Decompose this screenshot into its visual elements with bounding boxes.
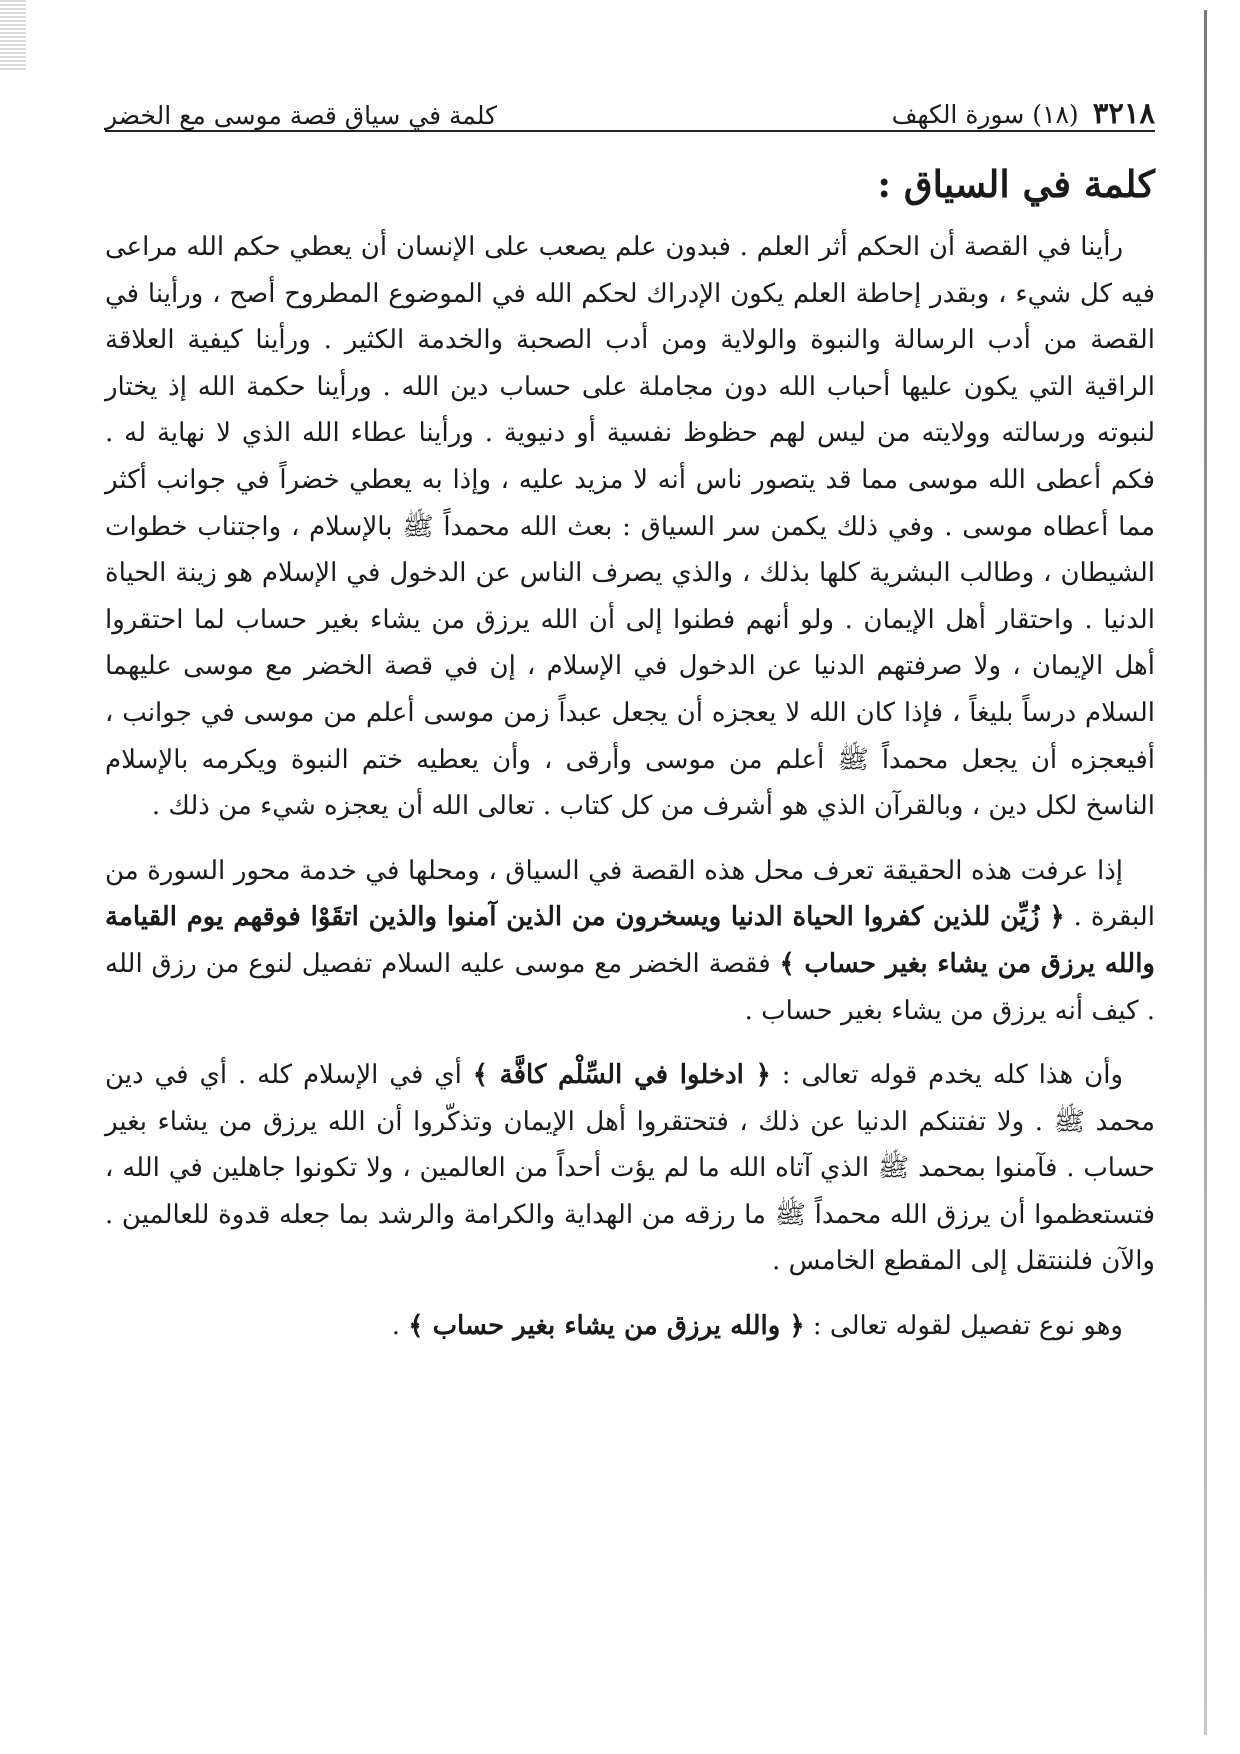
- surah-label: (١٨) سورة الكهف: [891, 100, 1079, 129]
- quran-verse: ﴿ زُيِّن للذين كفروا الحياة الدنيا ويسخرون من الذين آمنوا والذين اتقَوْا فوقهم يوم القيامة والله يرزق من يشاء بغير حساب ﴾: [105, 902, 1155, 979]
- paragraph: [105, 848, 1155, 1034]
- scan-artifact-edge-line: [1204, 10, 1207, 1735]
- paragraph: [105, 1303, 1155, 1350]
- scan-artifact-corner: [0, 0, 26, 70]
- quran-verse: ﴿ ادخلوا في السِّلْم كافَّة ﴾: [472, 1060, 771, 1091]
- paragraph-text: وهو نوع تفصيل لقوله تعالى :: [804, 1311, 1123, 1342]
- paragraph-text: .: [391, 1311, 401, 1342]
- section-title: كلمة في السياق :: [877, 162, 1155, 206]
- header-right: [892, 96, 1155, 130]
- paragraph: [105, 1052, 1155, 1285]
- quran-verse: ﴿ والله يرزق من يشاء بغير حساب ﴾: [408, 1311, 805, 1342]
- paragraph-text: فقصة الخضر مع موسى عليه السلام تفصيل لنوع من رزق الله . كيف أنه يرزق من يشاء بغير حساب .: [105, 948, 1155, 1026]
- paragraph-text: رأينا في القصة أن الحكم أثر العلم . فبدون علم يصعب على الإنسان أن يعطي حكم الله مراعى فيه كل شيء ، وبقدر إحاطة العلم يكون الإدراك لحكم الله في الموضوع المطروح أصح ، ورأينا في القصة من أدب الرسالة والنبوة والولاية ومن أدب الصحبة والخدمة الكثير . ورأينا كيفية العلاقة الراقية التي يكون عليها أحباب الله دون مجاملة على حساب دين الله . ورأينا حكمة الله إذ يختار لنبوته ورسالته وولايته من ليس لهم حظوظ نفسية أو دنيوية . ورأينا عطاء الله الذي لا نهاية له . فكم أعطى الله موسى مما قد يتصور ناس أنه لا مزيد عليه ، وإذا به يعطي خضراً في جوانب أكثر مما أعطاه موسى . وفي ذلك يكمن سر السياق : بعث الله محمداً ﷺ بالإسلام ، واجتناب خطوات الشيطان ، وطالب البشرية كلها بذلك ، والذي يصرف الناس عن الدخول في الإسلام هو زينة الحياة الدنيا . واحتقار أهل الإيمان . ولو أنهم فطنوا إلى أن الله يرزق من يشاء بغير حساب لما احتقروا أهل الإيمان ، ولا صرفتهم الدنيا عن الدخول في الإسلام ، إن في قصة الخضر مع موسى عليهما السلام درساً بليغاً ، فإذا كان الله لا يعجزه أن يجعل عبداً زمن موسى أعلم من موسى في جوانب ، أفيعجزه أن يجعل محمداً ﷺ أعلم من موسى وأرقى ، وأن يعطيه ختم النبوة ويكرمه بالإسلام الناسخ لكل دين ، وبالقرآن الذي هو أشرف من كل كتاب . تعالى الله أن يعجزه شيء من ذلك .: [105, 232, 1155, 822]
- page-number: ٣٢١٨: [1092, 96, 1155, 130]
- paragraph-text: أي في الإسلام كله . أي في دين محمد ﷺ . ولا تفتنكم الدنيا عن ذلك ، فتحتقروا أهل الإيمان وتذكّروا أن الله يرزق من يشاء بغير حساب . فآمنوا بمحمد ﷺ الذي آتاه الله ما لم يؤت أحداً من العالمين ، ولا تكونوا جاهلين في الله ، فتستعظموا أن يرزق الله محمداً ﷺ ما رزقه من الهداية والكرامة والرشد بما جعله قدوة للعالمين . والآن فلننتقل إلى المقطع الخامس .: [105, 1060, 1155, 1277]
- paragraph-text: وأن هذا كله يخدم قوله تعالى :: [770, 1060, 1123, 1091]
- document-page: [105, 80, 1155, 1350]
- chapter-title: كلمة في سياق قصة موسى مع الخضر: [105, 101, 498, 130]
- paragraph-text: إذا عرفت هذه الحقيقة تعرف محل هذه القصة في السياق ، ومحلها في خدمة محور السورة من البقرة .: [105, 855, 1155, 933]
- paragraph: [105, 224, 1155, 830]
- running-header: [105, 80, 1155, 132]
